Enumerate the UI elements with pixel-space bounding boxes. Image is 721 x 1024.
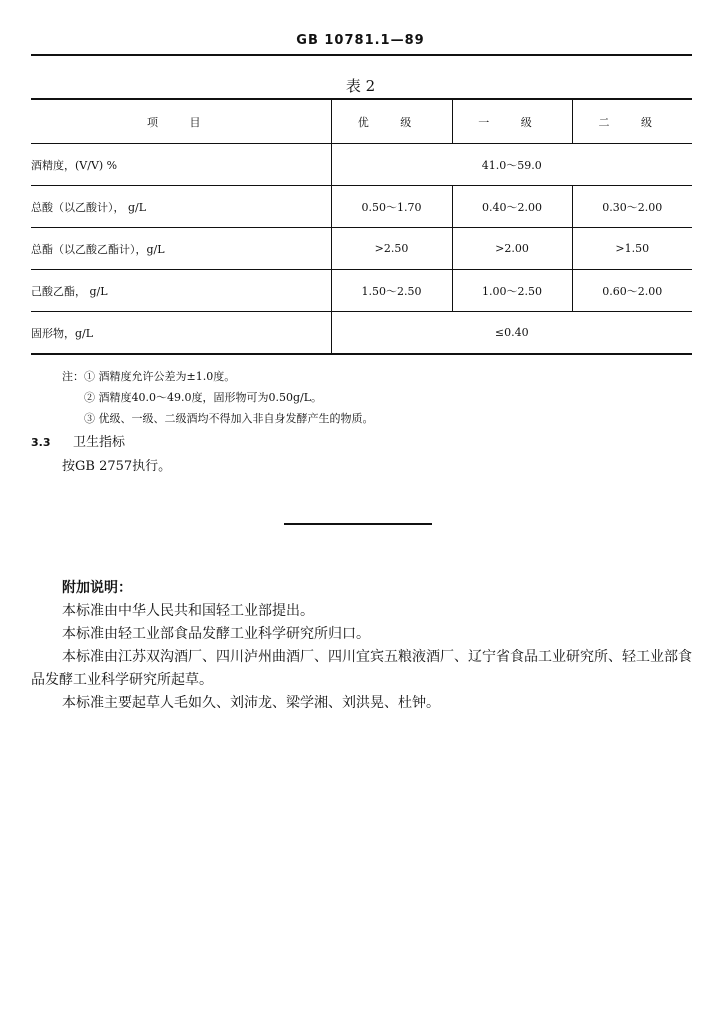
row-label: 总酯（以乙酸乙酯计），g/L: [31, 228, 331, 270]
note-item: ① 酒精度允许公差为±1.0度。: [84, 370, 236, 383]
table-notes: [62, 366, 374, 429]
header-rule: [31, 54, 692, 56]
cell-value: 1.50～2.50: [331, 270, 452, 312]
separator-rule: [284, 523, 432, 525]
note-item: ③ 优级、一级、二级酒均不得加入非自身发酵产生的物质。: [84, 412, 374, 425]
row-label: 酒精度，(V/V) %: [31, 144, 331, 186]
row-label: 总酸（以乙酸计）， g/L: [31, 186, 331, 228]
cell-value: 41.0～59.0: [331, 144, 692, 186]
column-header-item: 项 目: [31, 99, 331, 144]
cell-value: 0.50～1.70: [331, 186, 452, 228]
table-caption: 表 2: [345, 77, 376, 95]
table-row: [31, 144, 692, 186]
appendix-paragraph: 本标准由轻工业部食品发酵工业科学研究所归口。: [62, 626, 370, 642]
column-header-first-grade: 一 级: [452, 99, 572, 144]
cell-value: >1.50: [572, 228, 692, 270]
section-number: 3.3: [31, 436, 51, 449]
row-label: 固形物，g/L: [31, 312, 331, 355]
note-item: ② 酒精度40.0～49.0度，固形物可为0.50g/L。: [84, 391, 323, 404]
cell-value: >2.50: [331, 228, 452, 270]
column-header-premium: 优 级: [331, 99, 452, 144]
appendix-paragraph: 本标准主要起草人毛如久、刘沛龙、梁学湘、刘洪晃、杜钟。: [62, 695, 440, 711]
table-row: [31, 228, 692, 270]
column-header-second-grade: 二 级: [572, 99, 692, 144]
spec-table: [31, 98, 692, 355]
cell-value: 0.40～2.00: [452, 186, 572, 228]
section-body: 按GB 2757执行。: [62, 459, 172, 474]
standard-code: GB 10781.1—89: [296, 33, 425, 48]
table-row: [31, 270, 692, 312]
cell-value: 0.60～2.00: [572, 270, 692, 312]
notes-prefix: 注：: [62, 370, 84, 383]
appendix-title: 附加说明：: [62, 580, 132, 596]
section-heading: [31, 431, 125, 450]
cell-value: 1.00～2.50: [452, 270, 572, 312]
table-row: [31, 186, 692, 228]
row-label: 己酸乙酯， g/L: [31, 270, 331, 312]
appendix-paragraph: 本标准由中华人民共和国轻工业部提出。: [62, 603, 314, 619]
cell-value: >2.00: [452, 228, 572, 270]
cell-value: ≤0.40: [331, 312, 692, 355]
cell-value: 0.30～2.00: [572, 186, 692, 228]
table-row: [31, 312, 692, 355]
appendix: [31, 577, 695, 715]
appendix-paragraph: 本标准由江苏双沟酒厂、四川泸州曲酒厂、四川宜宾五粮液酒厂、辽宁省食品工业研究所、轻工业部食品发酵工业科学研究所起草。: [31, 649, 692, 688]
table-header-row: [31, 99, 692, 144]
section-title: 卫生指标: [73, 435, 126, 450]
